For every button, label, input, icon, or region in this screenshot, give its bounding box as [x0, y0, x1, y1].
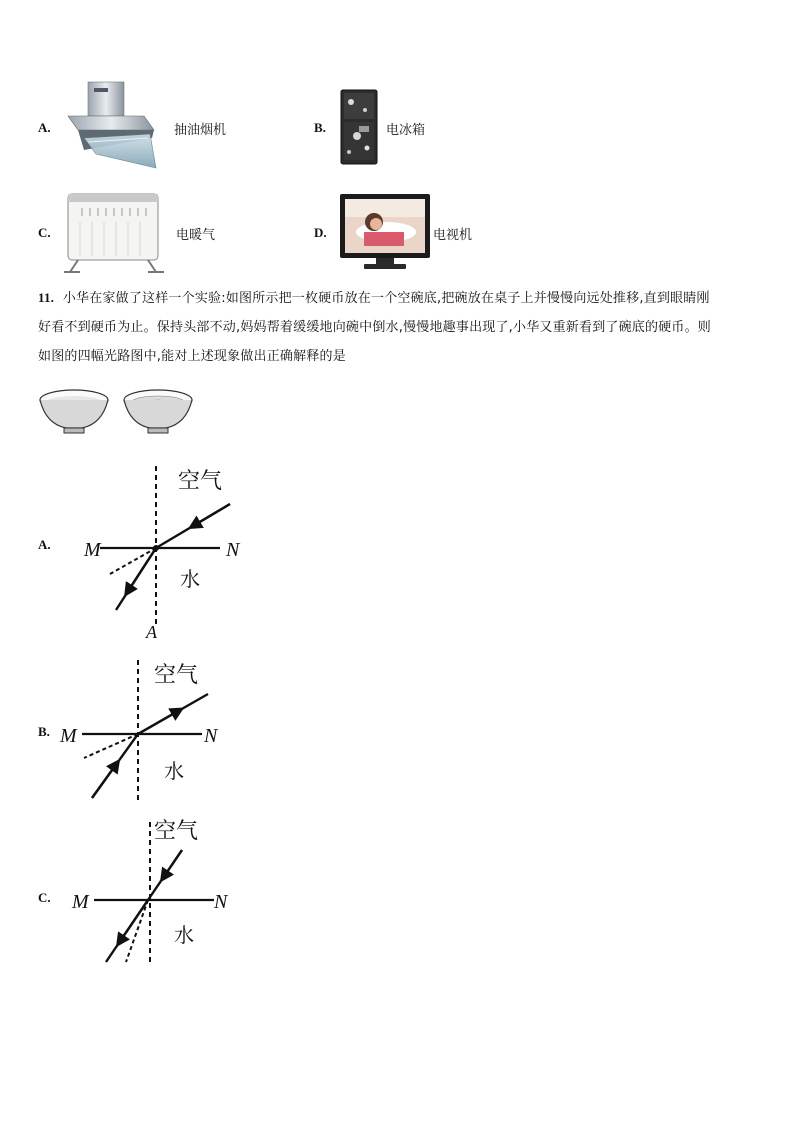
water-label: 水 [174, 923, 194, 947]
diagram-a-letter: A. [38, 537, 51, 552]
water-label: 水 [164, 759, 184, 783]
m-label: M [60, 725, 77, 747]
point-a-label: A [146, 622, 157, 640]
light-path-diagram-a [70, 458, 260, 640]
m-label: M [72, 891, 89, 913]
extension-line [126, 900, 148, 962]
option-label: 抽油烟机 [174, 123, 227, 138]
television-icon [338, 192, 432, 272]
air-label: 空气 [154, 663, 199, 688]
water-label: 水 [180, 567, 200, 591]
light-path-diagram-b [56, 654, 236, 806]
question-line [38, 283, 768, 313]
range-hood-icon [64, 80, 160, 172]
n-label: N [204, 725, 218, 747]
n-label: N [226, 539, 240, 561]
electric-heater-icon [62, 188, 166, 276]
m-label: M [84, 539, 101, 561]
option-label: 电暖气 [176, 228, 216, 243]
air-label: 空气 [178, 469, 223, 494]
extension-line [110, 548, 156, 574]
question-number: 11. [38, 290, 55, 305]
refrigerator-icon [339, 88, 381, 166]
empty-bowl-icon [40, 390, 108, 433]
question-11 [38, 283, 768, 371]
option-label: 电冰箱 [386, 123, 426, 138]
air-label: 空气 [154, 819, 199, 844]
bowls-illustration [36, 384, 198, 436]
option-label: 电视机 [433, 228, 473, 243]
diagram-b-letter: B. [38, 724, 50, 739]
question-text: 小华在家做了这样一个实验:如图所示把一枚硬币放在一个空碗底,把碗放在桌子上并慢慢向远处推移,直到眼睛刚 [62, 291, 710, 306]
light-path-diagram-c [62, 818, 242, 970]
n-label: N [214, 891, 228, 913]
option-letter: C. [38, 225, 51, 240]
option-letter: D. [314, 225, 327, 240]
diagram-c-letter: C. [38, 890, 51, 905]
option-letter: B. [314, 120, 326, 135]
option-letter: A. [38, 120, 51, 135]
question-line: 好看不到硬币为止。保持头部不动,妈妈帮着缓缓地向碗中倒水,慢慢地趣事出现了,小华又重新看到了碗底的硬币。则 [38, 320, 711, 335]
water-bowl-icon [124, 390, 192, 433]
question-line: 如图的四幅光路图中,能对上述现象做出正确解释的是 [38, 349, 346, 364]
